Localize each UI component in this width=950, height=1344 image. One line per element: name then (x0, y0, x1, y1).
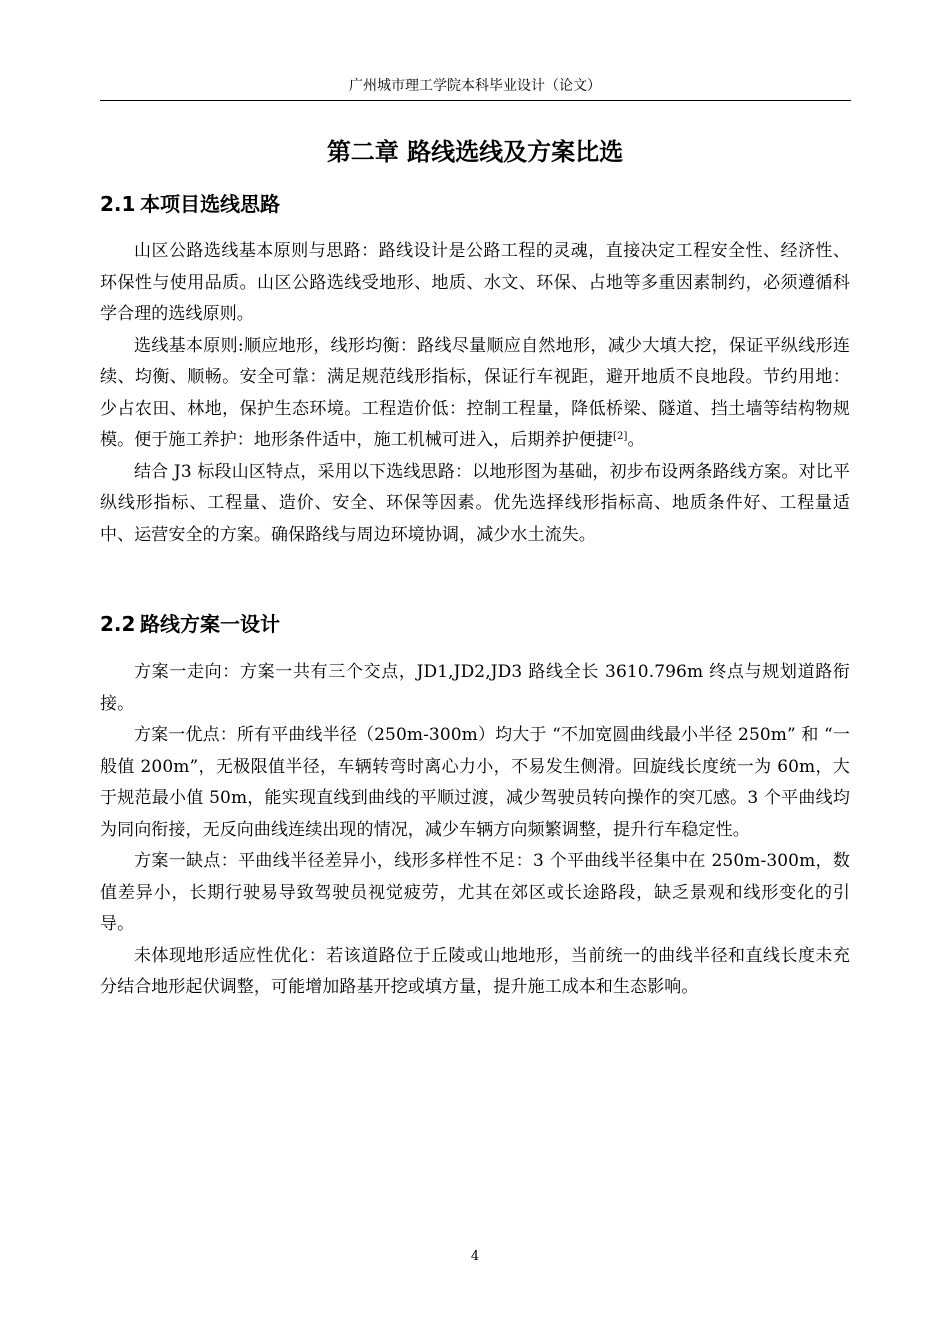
page-number: 4 (470, 1249, 480, 1264)
paragraph-text-tail: 。 (627, 430, 645, 450)
paragraph (100, 331, 850, 457)
paragraph: 方案一优点：所有平曲线半径（250m-300m）均大于 “不加宽圆曲线最小半径 250m” 和 “一般值 200m”，无极限值半径，车辆转弯时离心力小，不易发生侧滑。回旋线长度统一为 60m，大于规范最小值 50m，能实现直线到曲线的平顺过渡，减少驾驶员转向操作的突兀感。3 个平曲线均为同向衔接，无反向曲线连续出现的情况，减少车辆方向频繁调整，提升行车稳定性。 (100, 725, 850, 840)
paragraph: 结合 J3 标段山区特点，采用以下选线思路：以地形图为基础，初步布设两条路线方案。对比平纵线形指标、工程量、造价、安全、环保等因素。优先选择线形指标高、地质条件好、工程量适中、运营安全的方案。确保路线与周边环境协调，减少水土流失。 (100, 461, 850, 545)
paragraph: 未体现地形适应性优化：若该道路位于丘陵或山地地形，当前统一的曲线半径和直线长度未充分结合地形起伏调整，可能增加路基开挖或填方量，提升施工成本和生态影响。 (100, 945, 850, 997)
section-body-2-1 (100, 236, 850, 551)
running-header: 广州城市理工学院本科毕业设计（论文） (349, 78, 601, 94)
paragraph: 方案一缺点：平曲线半径差异小，线形多样性不足：3 个平曲线半径集中在 250m-300m，数值差异小，长期行驶易导致驾驶员视觉疲劳，尤其在郊区或长途路段，缺乏景观和线形变化的引导。 (100, 851, 850, 934)
section-title: 本项目选线思路 (140, 192, 280, 216)
header-rule (100, 100, 851, 101)
section-title: 路线方案一设计 (140, 612, 280, 636)
section-body-2-2 (100, 657, 850, 1004)
section-heading-2-2 (100, 609, 850, 639)
paragraph: 方案一走向：方案一共有三个交点，JD1,JD2,JD3 路线全长 3610.796m 终点与规划道路衔接。 (100, 662, 850, 714)
chapter-title: 第二章 路线选线及方案比选 (326, 138, 624, 166)
section-number: 2.2 (100, 612, 136, 636)
section-number: 2.1 (100, 192, 136, 216)
citation-reference[interactable]: [2] (613, 431, 628, 442)
paragraph-text: 选线基本原则:顺应地形，线形均衡：路线尽量顺应自然地形，减少大填大挖，保证平纵线形连续、均衡、顺畅。安全可靠：满足规范线形指标，保证行车视距，避开地质不良地段。节约用地：少占农田、林地，保护生态环境。工程造价低：控制工程量，降低桥梁、隧道、挡土墙等结构物规模。便于施工养护：地形条件适中，施工机械可进入，后期养护便捷 (100, 335, 850, 450)
paragraph: 山区公路选线基本原则与思路：路线设计是公路工程的灵魂，直接决定工程安全性、经济性、环保性与使用品质。山区公路选线受地形、地质、水文、环保、占地等多重因素制约，必须遵循科学合理的选线原则。 (100, 241, 850, 324)
section-heading-2-1 (100, 189, 850, 219)
